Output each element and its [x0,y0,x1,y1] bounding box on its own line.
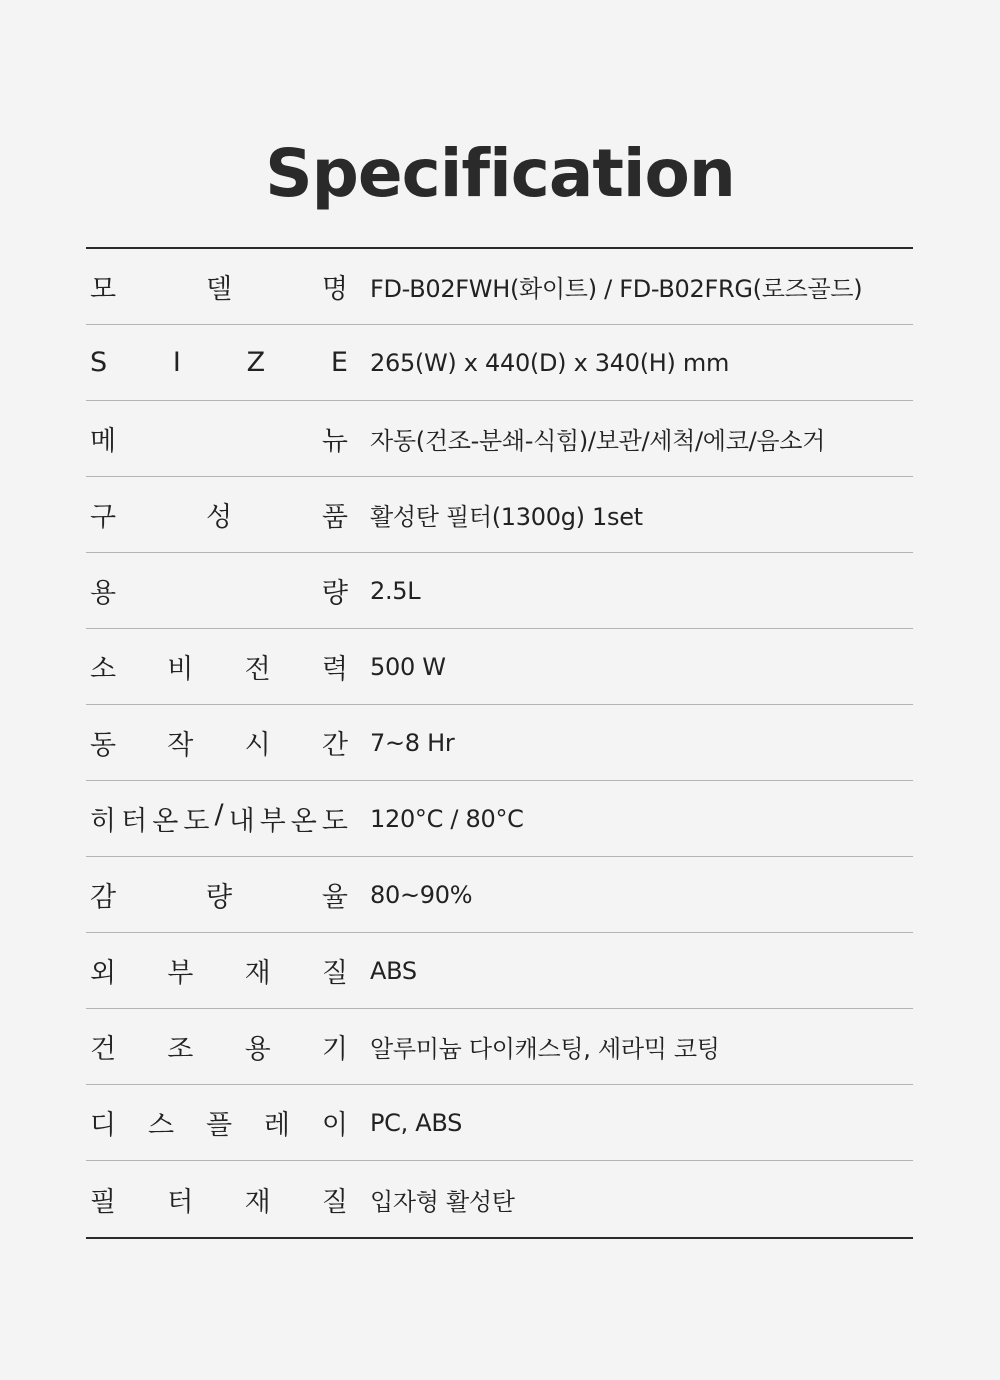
spec-label-char: 터 [167,1186,194,1218]
spec-label-char: 델 [205,274,233,305]
spec-label [90,1180,348,1219]
spec-label [90,875,348,914]
spec-value: FD-B02FWH(화이트) / FD-B02FRG(로즈골드) [370,275,863,303]
spec-row [86,249,913,325]
spec-value: 7~8 Hr [370,728,455,757]
spec-label-char: 건 [90,1034,117,1065]
spec-label [90,495,348,534]
spec-value: 500 W [370,652,446,681]
spec-label [90,1027,348,1066]
spec-row [86,401,913,477]
spec-label-char: 모 [90,274,117,305]
spec-value: 자동(건조-분쇄-식힘)/보관/세척/에코/음소거 [370,427,826,455]
spec-label-char: 메 [90,426,117,457]
spec-label-char: / [214,799,224,830]
spec-label-char: 부 [259,806,286,837]
spec-label [90,1103,348,1142]
spec-label-char: 재 [244,1186,271,1218]
spec-value: 2.5L [370,576,421,605]
spec-label [90,571,348,610]
spec-label [90,647,348,686]
spec-label-char: 조 [167,1034,194,1065]
spec-table [86,247,913,1239]
spec-label-char: 히 [90,806,117,837]
spec-label-char: 구 [90,502,117,533]
spec-label-char: 재 [244,958,271,989]
spec-label-char: 뉴 [321,426,348,457]
spec-label-char: 터 [121,806,148,837]
spec-label-char: 량 [321,578,348,609]
spec-label [90,347,348,378]
spec-row [86,933,913,1009]
spec-label-char: 스 [147,1110,175,1141]
spec-label-char: 소 [90,654,117,685]
spec-label-char: 플 [205,1110,233,1141]
spec-label-char: 용 [90,578,117,609]
spec-value: 265(W) x 440(D) x 340(H) mm [370,348,730,377]
spec-label-char: 질 [321,958,348,989]
spec-label-char: 비 [167,654,194,685]
spec-label-char: 도 [183,806,210,837]
spec-label-char: 간 [321,730,348,761]
spec-label-char: E [330,347,348,378]
spec-label-char: 전 [244,654,271,685]
spec-label-char: 온 [290,806,317,837]
spec-label-char: 외 [90,958,117,989]
spec-row [86,705,913,781]
spec-row [86,325,913,401]
spec-row [86,553,913,629]
spec-label-char: 레 [263,1110,290,1141]
spec-label-char: 율 [321,882,348,913]
spec-value: 입자형 활성탄 [370,1187,515,1216]
spec-value: 120°C / 80°C [370,804,524,833]
spec-value: 80~90% [370,880,473,909]
spec-row [86,1161,913,1237]
spec-value: ABS [370,956,417,985]
spec-row [86,781,913,857]
spec-label-char: 온 [152,806,179,837]
spec-label-char: 성 [205,502,233,533]
spec-label [90,419,348,458]
spec-label-char: 품 [321,502,348,533]
spec-label-char: 필 [90,1186,117,1218]
spec-label [90,723,348,762]
spec-label-char: 기 [321,1034,348,1065]
spec-row [86,1085,913,1161]
spec-label-char: 작 [167,730,194,761]
spec-label [90,799,348,838]
spec-label-char: S [90,347,108,378]
spec-value: PC, ABS [370,1108,463,1137]
spec-label-char: 도 [321,806,348,837]
spec-label-char: 이 [321,1110,348,1141]
spec-label-char: 용 [244,1034,271,1065]
spec-row [86,1009,913,1085]
spec-label [90,267,348,306]
spec-value: 활성탄 필터(1300g) 1set [370,503,643,531]
spec-label-char: 부 [167,958,194,989]
spec-row [86,857,913,933]
spec-label-char: 질 [321,1186,348,1218]
spec-value: 알루미늄 다이캐스팅, 세라믹 코팅 [370,1035,720,1063]
spec-label-char: 동 [90,730,117,761]
spec-label-char: 감 [90,882,117,913]
spec-label [90,951,348,990]
spec-label-char: 내 [228,806,255,837]
spec-label-char: 시 [244,730,271,761]
spec-label-char: 명 [321,274,348,305]
spec-label-char: 량 [205,882,233,913]
spec-label-char: Z [246,347,266,378]
spec-label-char: I [172,347,181,378]
page-title: Specification [265,135,735,212]
spec-label-char: 디 [90,1110,117,1141]
spec-row [86,477,913,553]
spec-label-char: 력 [321,654,348,685]
spec-row [86,629,913,705]
